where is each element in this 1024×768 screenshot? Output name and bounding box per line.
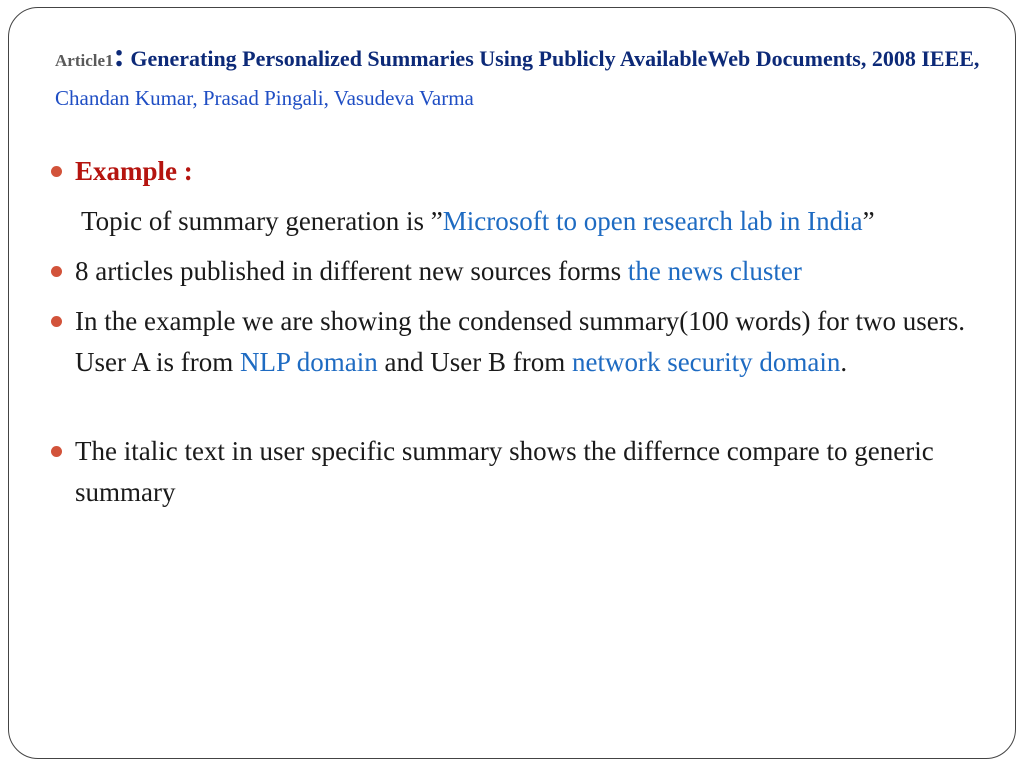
bullet-dot-icon bbox=[51, 166, 62, 177]
topic-prefix: Topic of summary generation is ” bbox=[81, 206, 443, 236]
title-authors: Chandan Kumar, Prasad Pingali, Vasudeva Varma bbox=[55, 86, 474, 110]
bullet-3-end: . bbox=[840, 347, 848, 377]
bullet-users bbox=[75, 301, 980, 383]
topic-line bbox=[81, 201, 991, 242]
bullet-dot-icon bbox=[51, 446, 62, 457]
bullet-3-text: In the example we are showing the condensed summary(100 words) for two users. User A is from bbox=[75, 306, 966, 377]
bullet-dot-icon bbox=[51, 316, 62, 327]
slide-title bbox=[55, 38, 995, 119]
network-security-highlight: network security domain bbox=[571, 347, 841, 377]
bullet-italic-note bbox=[75, 431, 980, 513]
topic-highlight: Microsoft to open research lab in India bbox=[442, 206, 863, 236]
bullet-dot-icon bbox=[51, 266, 62, 277]
topic-suffix: ” bbox=[862, 206, 875, 236]
nlp-domain-highlight: NLP domain bbox=[240, 347, 378, 377]
example-heading: Example : bbox=[75, 156, 193, 186]
title-heading: Generating Personalized Summaries Using Publicly AvailableWeb Documents, 2008 IEEE, bbox=[124, 46, 980, 71]
news-cluster-highlight: the news cluster bbox=[627, 256, 802, 286]
bullet-news-cluster bbox=[75, 251, 980, 292]
bullet-2-text: 8 articles published in different new sources forms bbox=[75, 256, 628, 286]
bullet-example bbox=[75, 151, 980, 192]
title-article-label: Article1 bbox=[55, 51, 114, 70]
bullet-4-text: The italic text in user specific summary shows the differnce compare to generic summary bbox=[75, 436, 934, 507]
bullet-3-mid: and User B from bbox=[377, 347, 572, 377]
slide-frame bbox=[8, 7, 1016, 759]
title-colon: : bbox=[113, 37, 125, 74]
